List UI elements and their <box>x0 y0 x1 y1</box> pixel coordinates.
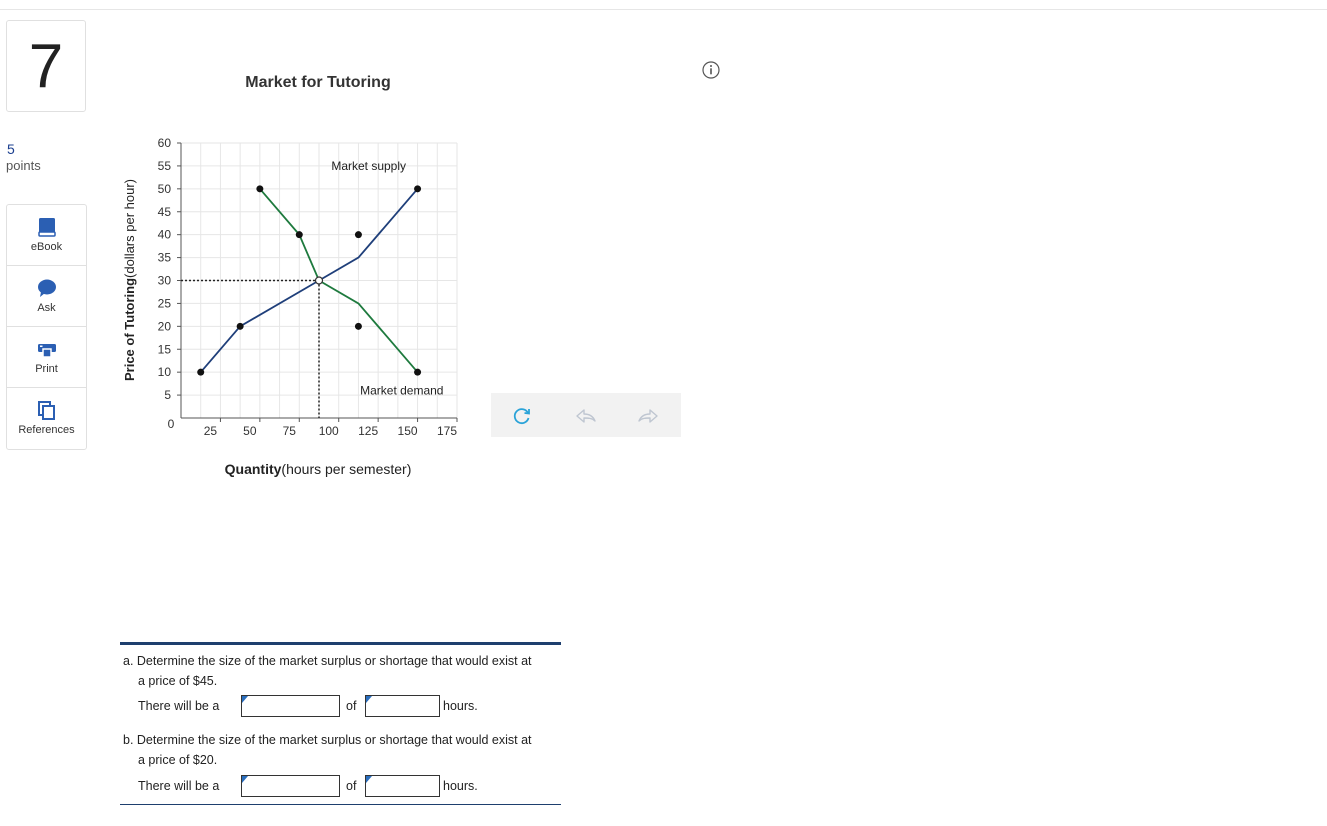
question-a-unit: hours. <box>443 699 478 713</box>
points-label: points <box>6 158 41 173</box>
answer-a-type-field[interactable] <box>241 695 340 717</box>
references-label: References <box>18 424 75 436</box>
x-tick-label: 25 <box>203 424 218 438</box>
question-b-of: of <box>346 779 357 793</box>
y-tick-label: 60 <box>157 136 171 150</box>
chart-title: Market for Tutoring <box>245 74 391 91</box>
x-tick-label: 75 <box>282 424 296 438</box>
y-tick-label: 15 <box>157 342 171 357</box>
y-tick-label: 35 <box>157 250 171 265</box>
y-tick-label: 30 <box>157 273 171 288</box>
points-value: 5 <box>7 141 15 157</box>
market-demand-point <box>355 323 362 330</box>
market-supply-point <box>355 231 362 238</box>
questions-top-rule <box>120 642 561 645</box>
question-number: 7 <box>6 20 86 112</box>
market-demand-point <box>256 185 263 192</box>
question-a-lead: There will be a <box>138 699 220 713</box>
x-tick-label: 175 <box>436 424 458 438</box>
equilibrium-point <box>316 277 323 284</box>
origin-label: 0 <box>167 417 175 431</box>
question-b-lead: There will be a <box>138 779 220 793</box>
x-tick-label: 100 <box>318 424 339 438</box>
y-tick-label: 50 <box>157 181 171 196</box>
x-axis-label-bold: Quantity <box>224 461 282 477</box>
answer-a-amount-field[interactable] <box>365 695 440 717</box>
y-tick-label: 55 <box>157 158 171 173</box>
graph-toolbar <box>491 393 681 437</box>
undo-icon[interactable] <box>575 405 597 427</box>
print-label: Print <box>35 363 58 375</box>
x-axis-label <box>225 461 412 477</box>
x-axis-label-rest: (hours per semester) <box>281 461 412 477</box>
y-tick-label: 40 <box>157 227 171 242</box>
answer-a-type-input[interactable] <box>242 696 339 716</box>
y-tick-label: 45 <box>157 204 171 219</box>
question-a-of: of <box>346 699 357 713</box>
x-tick-label: 150 <box>397 424 418 438</box>
y-axis-label-rest: (dollars per hour) <box>122 178 137 278</box>
redo-icon[interactable] <box>637 405 659 427</box>
answer-b-type-field[interactable] <box>241 775 340 797</box>
question-b-prompt <box>123 730 532 770</box>
y-tick-label: 25 <box>157 296 171 311</box>
answer-b-amount-input[interactable] <box>366 776 439 796</box>
question-b-unit: hours. <box>443 779 478 793</box>
market-demand-point <box>296 231 303 238</box>
ebook-label: eBook <box>30 241 63 253</box>
questions-bottom-rule <box>120 804 561 805</box>
answer-a-amount-input[interactable] <box>366 696 439 716</box>
question-a-prompt-line2: a price of $45. <box>138 674 218 688</box>
question-a-prompt-line1: a. Determine the size of the market surplus or shortage that would exist at <box>123 654 532 668</box>
x-tick-label: 125 <box>358 424 379 438</box>
y-tick-label: 20 <box>157 319 171 334</box>
market-demand-point <box>414 369 421 376</box>
y-axis-label-bold: Price of Tutoring <box>122 277 137 382</box>
question-b-prompt-line1: b. Determine the size of the market surplus or shortage that would exist at <box>123 733 532 747</box>
answer-b-amount-field[interactable] <box>365 775 440 797</box>
question-b-prompt-line2: a price of $20. <box>138 753 218 767</box>
refresh-icon[interactable] <box>511 405 533 427</box>
x-tick-label: 50 <box>243 424 257 438</box>
y-tick-label: 5 <box>164 388 171 403</box>
question-a-prompt <box>123 651 532 691</box>
y-tick-label: 10 <box>157 365 171 380</box>
y-axis-label <box>122 179 137 381</box>
ask-label: Ask <box>37 302 56 314</box>
series-annotation: Market demand <box>360 383 444 398</box>
info-icon[interactable] <box>702 61 720 79</box>
series-annotation: Market supply <box>331 158 407 173</box>
answer-b-type-input[interactable] <box>242 776 339 796</box>
market-supply-point <box>237 323 244 330</box>
market-supply-point <box>197 369 204 376</box>
market-supply-point <box>414 185 421 192</box>
chart-series <box>197 159 443 398</box>
